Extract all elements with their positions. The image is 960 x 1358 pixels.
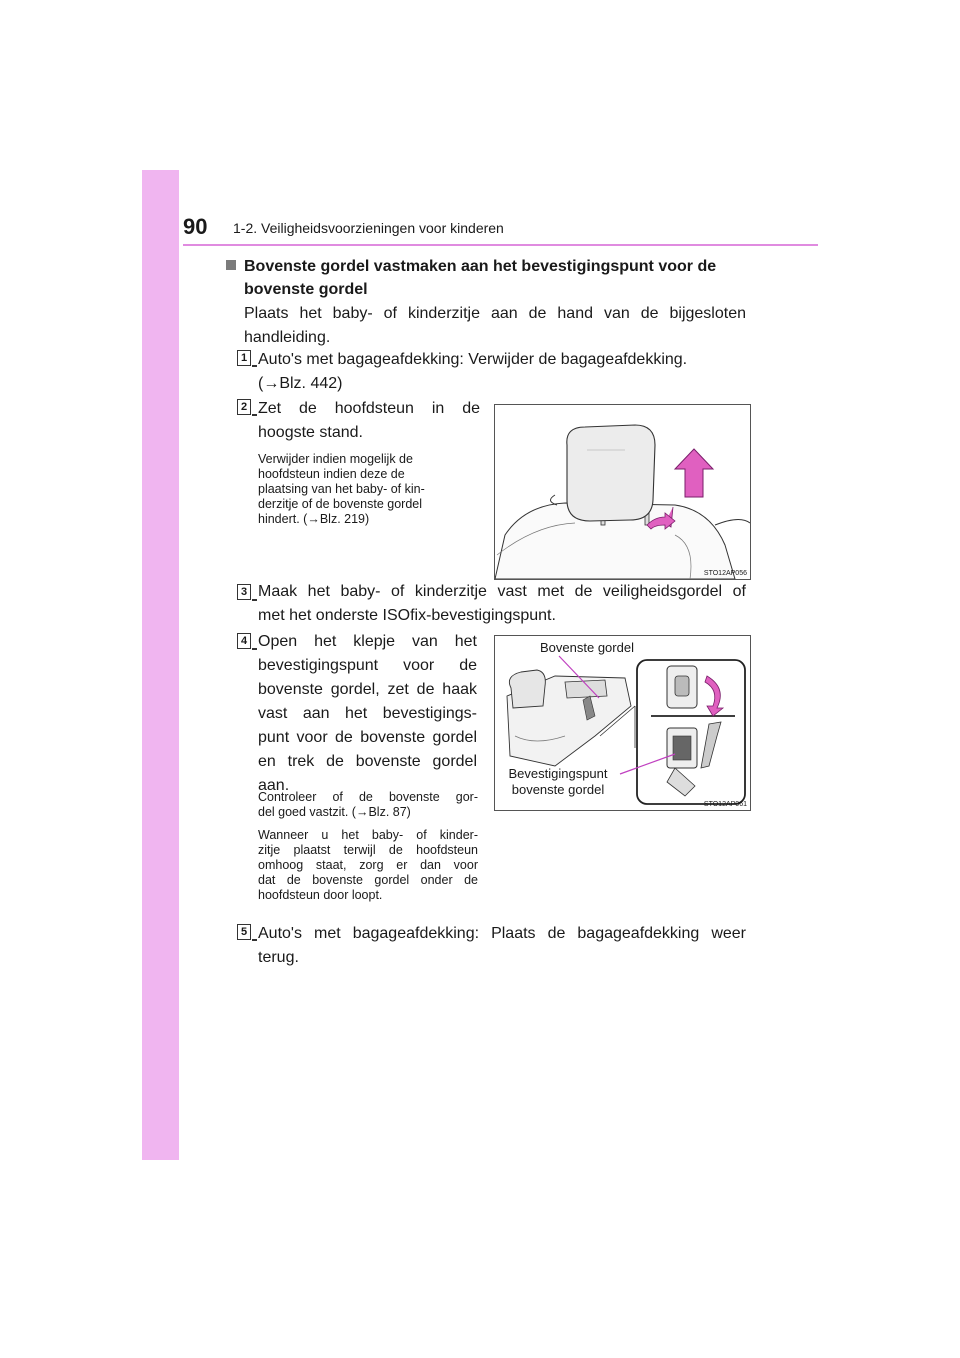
figure-headrest (494, 404, 751, 580)
label-top-belt: Bovenste gordel (540, 640, 634, 655)
headrest-illustration (495, 405, 750, 579)
step-2-note: Verwijder indien mogelijk de hoofdsteun indien deze de plaatsing van het baby- of kin- derzitje of de bovenste gordel hindert. (→Blz. 219) (258, 452, 425, 526)
step-1-text: Auto's met bagageafdekking: Verwijder de bagageafdekking. (→Blz. 442) (258, 351, 688, 392)
heading-bullet-icon (226, 260, 236, 270)
figure-code: STO12AP061 (703, 801, 747, 808)
chapter-sidebar-tab (142, 170, 179, 1160)
step-3-text: Maak het baby- of kinderzitje vast met de veiligheidsgordel of met het onderste ISOfix-bevestigingspunt. (258, 583, 746, 624)
step-number-5: 5 (237, 924, 251, 940)
step-4-note-2: Wanneer u het baby- of kinder- zitje plaatst terwijl de hoofdsteun omhoog staat, zorg er dan voor dat de bovenste gordel onder de hoofdsteun door loopt. (258, 828, 478, 902)
section-title: 1-2. Veiligheidsvoorzieningen voor kinderen (233, 220, 504, 236)
step-number-1: 1 (237, 350, 251, 366)
step-number-4: 4 (237, 633, 251, 649)
step-number-3: 3 (237, 584, 251, 600)
intro-paragraph: Plaats het baby- of kinderzitje aan de hand van de bijgesloten handleiding. (244, 305, 746, 346)
label-anchor-point: Bevestigingspunt bovenste gordel (508, 766, 608, 797)
step-4-text: Open het klepje van het bevestigingspunt voor de bovenste gordel, zet de haak vast aan het bevestigings- punt voor de bovenste gordel en trek de bovenste gordel aan. (258, 633, 477, 794)
header-divider (183, 244, 818, 246)
figure-code: STO12AP056 (703, 570, 747, 577)
page-number: 90 (183, 214, 208, 239)
subsection-heading: Bovenste gordel vastmaken aan het bevestigingspunt voor de bovenste gordel (226, 255, 746, 301)
figure-tether-anchor (494, 635, 751, 811)
step-2-text: Zet de hoofdsteun in de hoogste stand. (258, 400, 480, 441)
step-number-2: 2 (237, 399, 251, 415)
step-5-text: Auto's met bagageafdekking: Plaats de bagageafdekking weer terug. (258, 925, 746, 966)
step-4-note-1: Controleer of de bovenste gor- del goed vastzit. (→Blz. 87) (258, 790, 478, 819)
